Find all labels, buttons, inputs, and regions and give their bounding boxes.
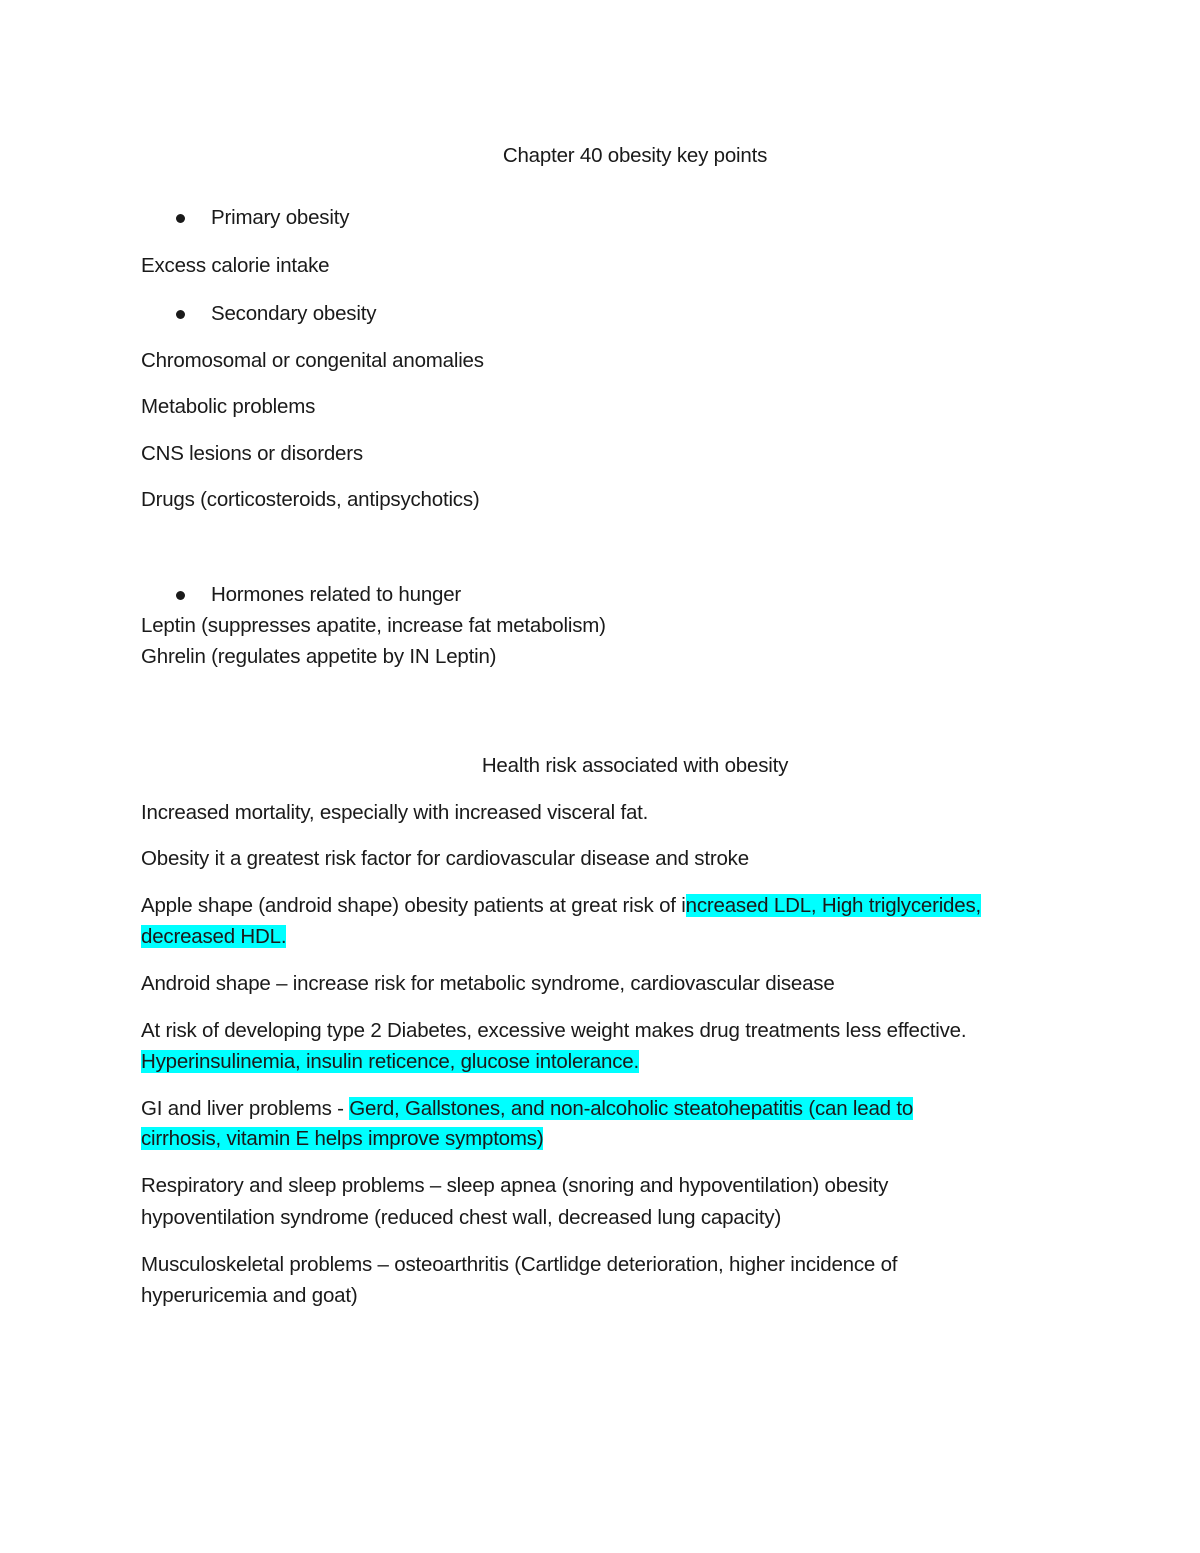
risk-line [141, 923, 286, 951]
risk-line: hypoventilation syndrome (reduced chest wall, decreased lung capacity) [141, 1206, 782, 1229]
bullet-dot [176, 310, 185, 319]
highlighted-text: cirrhosis, vitamin E helps improve symptoms) [141, 1127, 544, 1150]
risk-line: At risk of developing type 2 Diabetes, excessive weight makes drug treatments less effective. [141, 1019, 967, 1042]
risk-line: Musculoskeletal problems – osteoarthritis (Cartlidge deterioration, higher incidence of [141, 1253, 898, 1276]
secondary-detail: Chromosomal or congenital anomalies [141, 349, 484, 372]
highlighted-text: Hyperinsulinemia, insulin reticence, glucose intolerance. [141, 1050, 639, 1073]
risk-line: Android shape – increase risk for metabolic syndrome, cardiovascular disease [141, 972, 835, 995]
risk-line [141, 1125, 543, 1153]
bullet-dot [176, 591, 185, 600]
risk-text: Apple shape (android shape) obesity patients at great risk of i [141, 894, 686, 917]
highlighted-text: ncreased LDL, High triglycerides, [685, 894, 982, 917]
secondary-detail: Drugs (corticosteroids, antipsychotics) [141, 488, 480, 511]
risk-line [141, 1048, 639, 1076]
secondary-detail: CNS lesions or disorders [141, 442, 363, 465]
bullet-hormones: Hormones related to hunger [211, 583, 462, 606]
hormone-detail: Ghrelin (regulates appetite by IN Leptin) [141, 645, 497, 668]
secondary-detail: Metabolic problems [141, 395, 316, 418]
bullet-primary-obesity: Primary obesity [211, 206, 350, 229]
risk-line [141, 892, 981, 920]
risk-text: GI and liver problems - [141, 1097, 350, 1120]
highlighted-text: Gerd, Gallstones, and non-alcoholic steatohepatitis (can lead to [349, 1097, 914, 1120]
risk-line: Increased mortality, especially with increased visceral fat. [141, 801, 649, 824]
risk-line: Respiratory and sleep problems – sleep apnea (snoring and hypoventilation) obesity [141, 1174, 889, 1197]
hormone-detail: Leptin (suppresses apatite, increase fat metabolism) [141, 614, 606, 637]
risk-line [141, 1095, 913, 1123]
bullet-secondary-obesity: Secondary obesity [211, 302, 377, 325]
section-heading: Health risk associated with obesity [481, 754, 789, 777]
document-title: Chapter 40 obesity key points [502, 144, 768, 167]
highlighted-text: decreased HDL. [141, 925, 287, 948]
risk-line: Obesity it a greatest risk factor for cardiovascular disease and stroke [141, 847, 749, 870]
primary-detail: Excess calorie intake [141, 254, 330, 277]
risk-line: hyperuricemia and goat) [141, 1284, 358, 1307]
bullet-dot [176, 214, 185, 223]
